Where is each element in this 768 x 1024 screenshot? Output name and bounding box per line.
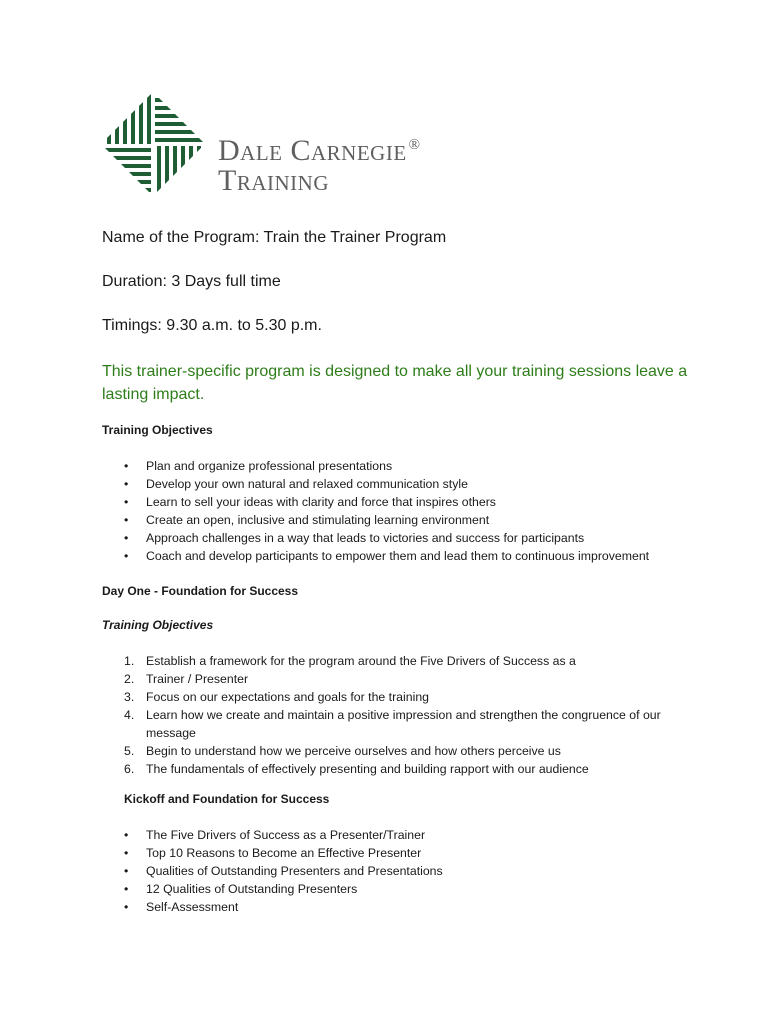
list-item: • Plan and organize professional presentations xyxy=(124,459,393,473)
list-number: 3. xyxy=(124,690,135,704)
program-name: Name of the Program: Train the Trainer Program xyxy=(102,229,447,246)
bullet-icon: • xyxy=(124,477,129,491)
list-item: 6. The fundamentals of effectively presenting and building rapport with our audience xyxy=(124,762,589,776)
list-item: • 12 Qualities of Outstanding Presenters xyxy=(124,882,358,896)
list-item: • Learn to sell your ideas with clarity and force that inspires others xyxy=(124,495,496,509)
kickoff-list xyxy=(102,826,443,916)
kickoff-heading: Kickoff and Foundation for Success xyxy=(124,792,330,806)
list-item: • Self-Assessment xyxy=(124,900,239,914)
list-item: 4. Learn how we create and maintain a positive impression and strengthen the congruence of our message xyxy=(124,708,661,740)
logo-name-text: Dale Carnegie xyxy=(218,134,407,167)
logo-wordmark-line2: Training xyxy=(218,164,329,197)
bullet-icon: • xyxy=(124,531,129,545)
bullet-icon: • xyxy=(124,459,129,473)
bullet-icon: • xyxy=(124,882,129,896)
list-number: 1. xyxy=(124,654,135,668)
registered-mark: ® xyxy=(408,137,421,153)
list-item: • The Five Drivers of Success as a Presenter/Trainer xyxy=(124,828,426,842)
list-item: • Create an open, inclusive and stimulating learning environment xyxy=(124,513,490,527)
program-tagline: This trainer-specific program is designed to make all your training sessions leave a lasting impact. xyxy=(102,363,688,403)
list-number: 5. xyxy=(124,744,135,758)
list-number: 6. xyxy=(124,762,135,776)
list-item: 1. Establish a framework for the program around the Five Drivers of Success as a xyxy=(124,654,576,668)
training-objectives-heading: Training Objectives xyxy=(102,423,213,437)
training-objectives-list xyxy=(102,457,649,565)
bullet-icon: • xyxy=(124,828,129,842)
list-item: • Coach and develop participants to empower them and lead them to continuous improvement xyxy=(124,549,650,563)
bullet-icon: • xyxy=(124,513,129,527)
program-timings: Timings: 9.30 a.m. to 5.30 p.m. xyxy=(102,317,322,334)
dale-carnegie-logo xyxy=(101,92,481,202)
day-one-objectives-heading: Training Objectives xyxy=(102,618,214,632)
program-duration: Duration: 3 Days full time xyxy=(102,273,281,290)
list-number: 4. xyxy=(124,708,135,722)
list-item: • Develop your own natural and relaxed communication style xyxy=(124,477,468,491)
bullet-icon: • xyxy=(124,864,129,878)
list-item: 2. Trainer / Presenter xyxy=(124,672,249,686)
bullet-icon: • xyxy=(124,846,129,860)
logo-wordmark-line1 xyxy=(218,134,421,168)
list-number: 2. xyxy=(124,672,135,686)
bullet-icon: • xyxy=(124,549,129,563)
bullet-icon: • xyxy=(124,900,129,914)
list-item: 3. Focus on our expectations and goals for the training xyxy=(124,690,430,704)
logo-mark-icon xyxy=(101,92,206,197)
bullet-icon: • xyxy=(124,495,129,509)
list-item: 5. Begin to understand how we perceive ourselves and how others perceive us xyxy=(124,744,561,758)
list-item: • Qualities of Outstanding Presenters and Presentations xyxy=(124,864,443,878)
list-item: • Top 10 Reasons to Become an Effective Presenter xyxy=(124,846,422,860)
day-one-objectives-list xyxy=(102,652,666,778)
day-one-heading: Day One - Foundation for Success xyxy=(102,584,299,598)
list-item: • Approach challenges in a way that leads to victories and success for participants xyxy=(124,531,585,545)
